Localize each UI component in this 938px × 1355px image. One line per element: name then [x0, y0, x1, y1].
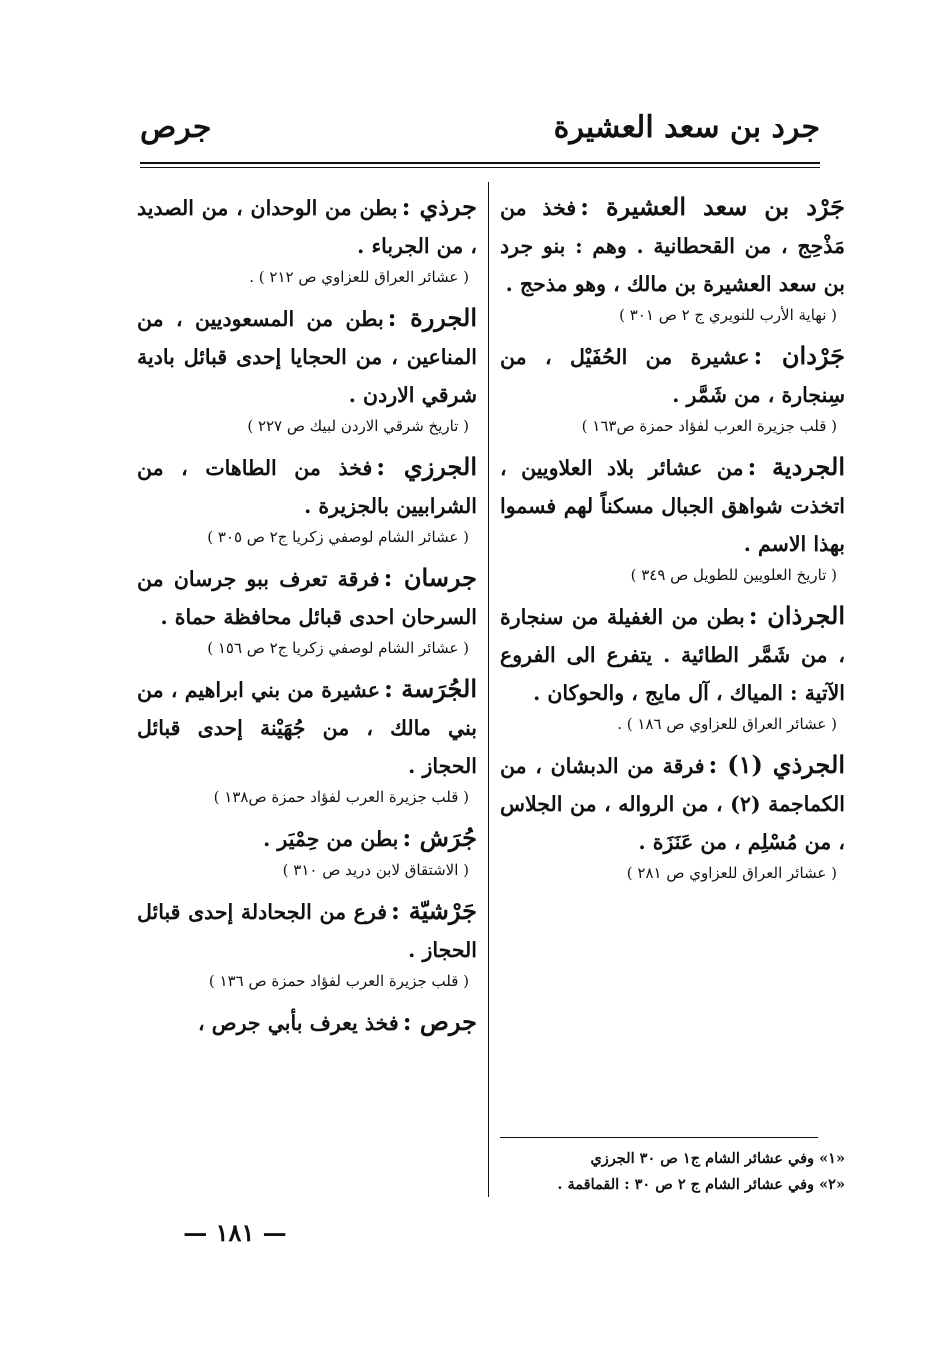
entry-reference: ( تاريخ العلويين للطويل ص ٣٤٩ )	[630, 566, 837, 584]
entry-text: عشيرة من بني ابراهيم ، من بني مالك ، من جُهَيْنة إحدى قبائل الحجاز .	[137, 678, 477, 778]
entry	[137, 188, 477, 289]
entry-headword: الجررة :	[387, 303, 477, 332]
entry-text: بطن من حِمْيَر .	[263, 827, 399, 851]
entry-headword: الجُرَسة :	[383, 674, 477, 703]
entry	[137, 819, 477, 882]
entry-headword: الجردية :	[747, 452, 845, 481]
entry	[500, 448, 845, 587]
entry-reference: ( عشائر العراق للعزاوي ص ٢٨١ )	[626, 864, 837, 882]
entry-headword: جَرْد بن سعد العشيرة :	[580, 192, 845, 221]
entry-text: فرقة تعرف ببو جرسان من السرحان احدى قبائل محافظة حماة .	[137, 567, 477, 629]
entry-text: من عشائر بلاد العلاويين ، اتخذت شواهق الجبال مسكناً لهم فسموا بهذا الاسم .	[500, 456, 845, 556]
header-rule-thick	[140, 162, 820, 164]
entry-text: بطن من الغفيلة من سنجارة ، من شَمَّر الطائية . يتفرع الى الفروع الآتية : المياك ، آل مايج ، والحوكان .	[500, 605, 845, 705]
entry	[137, 448, 477, 549]
entry	[500, 337, 845, 438]
entry-reference: ( قلب جزيرة العرب لفؤاد حمزة ص١٣٨ )	[213, 788, 469, 806]
page-number: — ١٨١ —	[183, 1218, 287, 1247]
footnotes	[500, 1146, 845, 1198]
entry-reference: ( الاشتقاق لابن دريد ص ٣١٠ )	[282, 861, 469, 879]
entry	[137, 299, 477, 438]
right-column	[500, 188, 845, 1118]
entry-headword: جرص :	[402, 1007, 477, 1036]
entry-reference: ( نهاية الأرب للنويري ج ٢ ص ٣٠١ )	[619, 306, 837, 324]
entry-reference: ( قلب جزيرة العرب لفؤاد حمزة ص١٦٣ )	[581, 417, 837, 435]
footnote-rule	[500, 1137, 818, 1138]
entry-reference: ( عشائر الشام لوصفي زكريا ج٢ ص ٣٠٥ )	[207, 528, 469, 546]
footnote-1: «١» وفي عشائر الشام ج١ ص ٣٠ الجرزي	[590, 1150, 845, 1167]
entry-headword: جرسان :	[383, 563, 477, 592]
header-catchword: جرص	[140, 110, 212, 145]
entry	[137, 1003, 477, 1042]
entry	[500, 188, 845, 327]
entry-text: فرع من الجحادلة إحدى قبائل الحجاز .	[137, 900, 477, 962]
entry	[137, 559, 477, 660]
entry-text: فخذ من مَذْحِج ، من القحطانية . وهم : بنو جرد بن سعد العشيرة بن مالك ، وهو مذحج .	[500, 196, 845, 296]
entry-headword: جرذي :	[401, 192, 477, 221]
entry	[500, 597, 845, 736]
entry-headword: جَرْشيّة :	[391, 896, 477, 925]
header-title: جرد بن سعد العشيرة	[553, 110, 820, 145]
entry	[137, 670, 477, 809]
running-header	[140, 110, 820, 156]
entry-headword: الجرزي :	[376, 452, 477, 481]
footnote-2: «٢» وفي عشائر الشام ج ٢ ص ٣٠ : القماقمة .	[557, 1176, 845, 1193]
entry-reference: ( عشائر الشام لوصفي زكريا ج٢ ص ١٥٦ )	[207, 639, 469, 657]
entry-headword: الجرذي (١) :	[708, 750, 845, 779]
entry-headword: جَرْدان :	[753, 341, 845, 370]
entry	[137, 892, 477, 993]
left-column	[137, 188, 477, 1203]
entry-text: عشيرة من الحُفَيْل ، من سِنجارة ، من شَمَّر .	[500, 345, 845, 407]
entry-text: فخذ من الطاهات ، من الشرابيين بالجزيرة .	[137, 456, 477, 518]
entry-text: فرقة من الدبشان ، من الكماجمة (٢) ، من الرواله ، من الجلاس ، من مُسْلِم ، من عَنَزَة .	[500, 754, 845, 854]
entry-headword: الجرذان :	[748, 601, 845, 630]
entry-reference: ( تاريخ شرقي الاردن لبيك ص ٢٢٧ )	[247, 417, 469, 435]
entry-reference: ( عشائر العراق للعزاوي ص ٢١٢ ) .	[249, 268, 469, 286]
entry-reference: ( عشائر العراق للعزاوي ص ١٨٦ ) .	[617, 715, 837, 733]
entry-text: بطن من الوحدان ، من الصديد ، من الجرباء .	[137, 196, 477, 258]
entry-reference: ( قلب جزيرة العرب لفؤاد حمزة ص ١٣٦ )	[208, 972, 469, 990]
column-divider	[488, 182, 489, 1197]
entry	[500, 746, 845, 885]
header-rule-thin	[140, 167, 820, 168]
entry-headword: جُرَش :	[402, 823, 477, 852]
entry-text: بطن من المسعوديين ، من المناعين ، من الحجايا إحدى قبائل بادية شرقي الاردن .	[137, 307, 477, 407]
entry-text: فخذ يعرف بأبي جرص ،	[198, 1011, 399, 1035]
